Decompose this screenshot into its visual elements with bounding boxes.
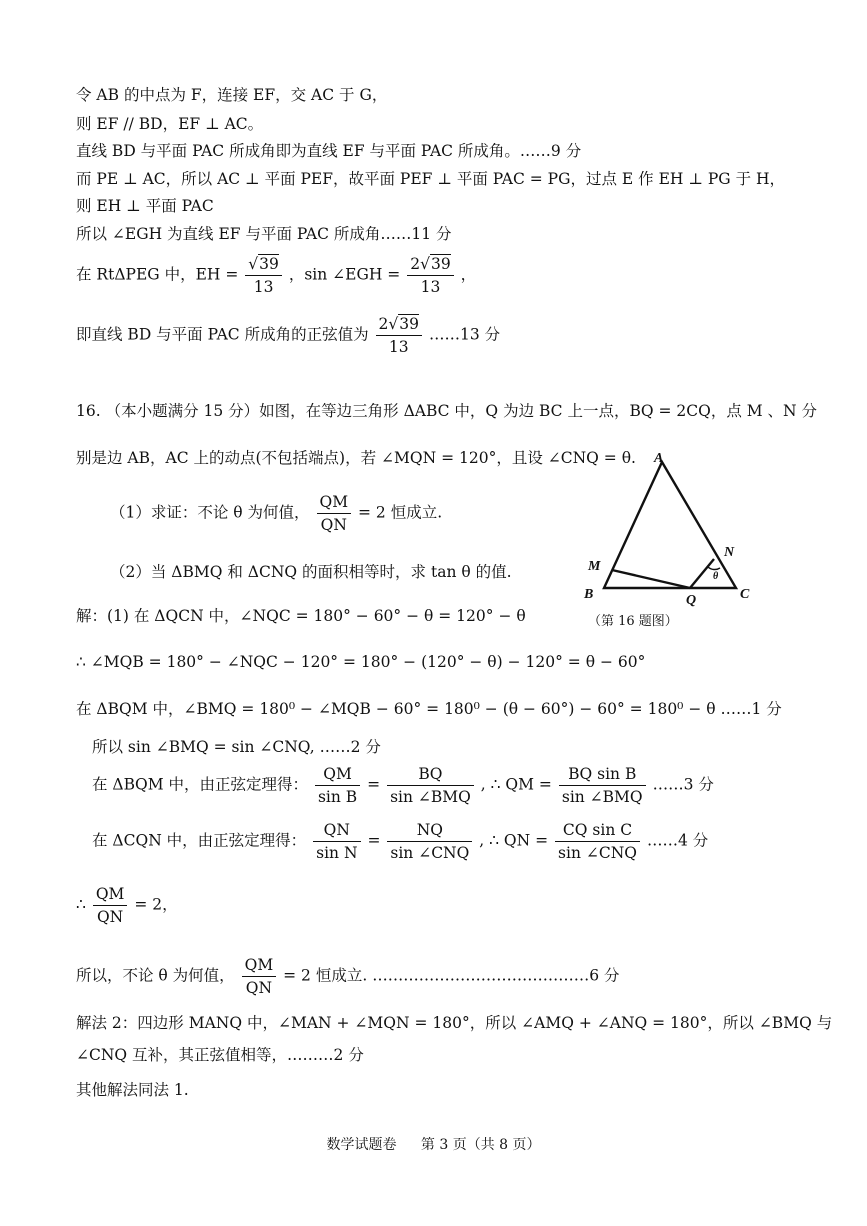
fraction-qm-qn-2: $\frac{QM}{QN}$ (93, 884, 128, 927)
label-n: N (724, 545, 735, 560)
solution-line-8: 所以，不论 θ 为何值， $\frac{QM}{QN}$ = 2 恒成立. ……………………………………6 分 (76, 956, 620, 997)
page-footer (0, 1134, 867, 1154)
label-c: C (740, 587, 750, 602)
solution-line-2: ∴ ∠MQB = 180° − ∠NQC − 120° = 180° − (120° − θ) − 120° = θ − 60° (76, 653, 646, 671)
solution-line-7: ∴ $\frac{QM}{QN}$ = 2， (76, 885, 178, 926)
label-b: B (584, 587, 594, 602)
problem-16-part-2: （2）当 ΔBMQ 和 ΔCNQ 的面积相等时，求 tan θ 的值. (110, 563, 512, 581)
text-line-2: 则 EF // BD，EF ⊥ AC。 (76, 115, 264, 133)
fraction-eh: $\frac{√39}{13}$ (245, 254, 282, 297)
figure-caption: （第 16 题图） (588, 614, 678, 629)
solution-line-5: 在 ΔBQM 中，由正弦定理得： $\frac{QM}{\text{sin B}}$ = $\frac{BQ}{\text{sin ∠BMQ}}$ , ∴ QM = $\frac{\text{BQ sin B}}{\text{sin ∠BMQ}}$ ……3 分 (92, 765, 714, 806)
problem-16-line-1: 16. （本小题满分 15 分）如图，在等边三角形 ΔABC 中，Q 为边 BC 上一点，BQ = 2CQ，点 M 、N 分 (76, 402, 818, 420)
problem-16-part-1: （1）求证：不论 θ 为何值， $\frac{QM}{QN}$ = 2 恒成立. (110, 493, 443, 534)
solution-line-6: 在 ΔCQN 中，由正弦定理得： $\frac{QN}{\text{sin N}}$ = $\frac{NQ}{\text{sin ∠CNQ}}$ , ∴ QN = $\frac{\text{CQ sin C}}{\text{sin ∠CNQ}}$ ……4 分 (92, 821, 709, 862)
label-theta: θ (713, 571, 719, 582)
fraction-qn-result: $\frac{\text{CQ sin C}}{\text{sin ∠CNQ}}$ (555, 820, 640, 863)
fraction-answer: $\frac{2√39}{13}$ (376, 314, 422, 357)
text-line-1: 令 AB 的中点为 F，连接 EF，交 AC 于 G， (76, 86, 388, 104)
label-a: A (654, 451, 664, 466)
text-line-6: 所以 ∠EGH 为直线 EF 与平面 PAC 所成角……11 分 (76, 225, 452, 243)
solution-2-line-2: ∠CNQ 互补，其正弦值相等，………2 分 (76, 1046, 364, 1064)
label-q: Q (686, 593, 697, 608)
solution-line-1: 解：(1) 在 ΔQCN 中，∠NQC = 180° − 60° − θ = 120° − θ (76, 607, 526, 625)
fraction-qn-sinn: $\frac{QN}{\text{sin N}}$ (313, 820, 360, 863)
solution-line-4: 所以 sin ∠BMQ = sin ∠CNQ, ……2 分 (92, 738, 381, 756)
fraction-qm-qn-3: $\frac{QM}{QN}$ (242, 955, 277, 998)
label-m: M (588, 559, 601, 574)
triangle-figure (578, 448, 758, 642)
fraction-sin-egh: $\frac{2√39}{13}$ (407, 254, 453, 297)
text-line-7: 在 RtΔPEG 中，EH = $\frac{√39}{13}$ ，sin ∠EGH = $\frac{2√39}{13}$ ， (76, 255, 477, 296)
fraction-bq-sinbmq: $\frac{BQ}{\text{sin ∠BMQ}}$ (387, 764, 474, 807)
fraction-qm-result: $\frac{\text{BQ sin B}}{\text{sin ∠BMQ}}$ (559, 764, 646, 807)
fraction-qm-sinb: $\frac{QM}{\text{sin B}}$ (315, 764, 360, 807)
fraction-qm-qn: $\frac{QM}{QN}$ (317, 492, 352, 535)
solution-2-line-3: 其他解法同法 1. (76, 1081, 189, 1099)
footer-title: 数学试题卷 (326, 1137, 397, 1153)
solution-2-line-1: 解法 2：四边形 MANQ 中，∠MAN + ∠MQN = 180°，所以 ∠AMQ + ∠ANQ = 180°，所以 ∠BMQ 与 (76, 1014, 833, 1032)
text-line-3: 直线 BD 与平面 PAC 所成角即为直线 EF 与平面 PAC 所成角。……9 分 (76, 142, 582, 160)
text-line-4: 而 PE ⊥ AC，所以 AC ⊥ 平面 PEF，故平面 PEF ⊥ 平面 PAC = PG，过点 E 作 EH ⊥ PG 于 H， (76, 170, 786, 188)
text-line-5: 则 EH ⊥ 平面 PAC (76, 197, 214, 215)
footer-page-number: 第 3 页（共 8 页） (420, 1137, 541, 1153)
problem-16-line-2: 别是边 AB，AC 上的动点(不包括端点)，若 ∠MQN = 120°，且设 ∠CNQ = θ. (76, 449, 636, 467)
solution-line-3: 在 ΔBQM 中，∠BMQ = 180⁰ − ∠MQB − 60° = 180⁰ − (θ − 60°) − 60° = 180⁰ − θ ……1 分 (76, 700, 782, 718)
segment-mq (612, 570, 690, 588)
fraction-nq-sincnq: $\frac{NQ}{\text{sin ∠CNQ}}$ (387, 820, 472, 863)
angle-theta-arc (708, 567, 720, 570)
text-line-8: 即直线 BD 与平面 PAC 所成角的正弦值为 $\frac{2√39}{13}$ ……13 分 (76, 315, 501, 356)
segment-nq (690, 559, 714, 588)
triangle-diagram (578, 448, 758, 638)
